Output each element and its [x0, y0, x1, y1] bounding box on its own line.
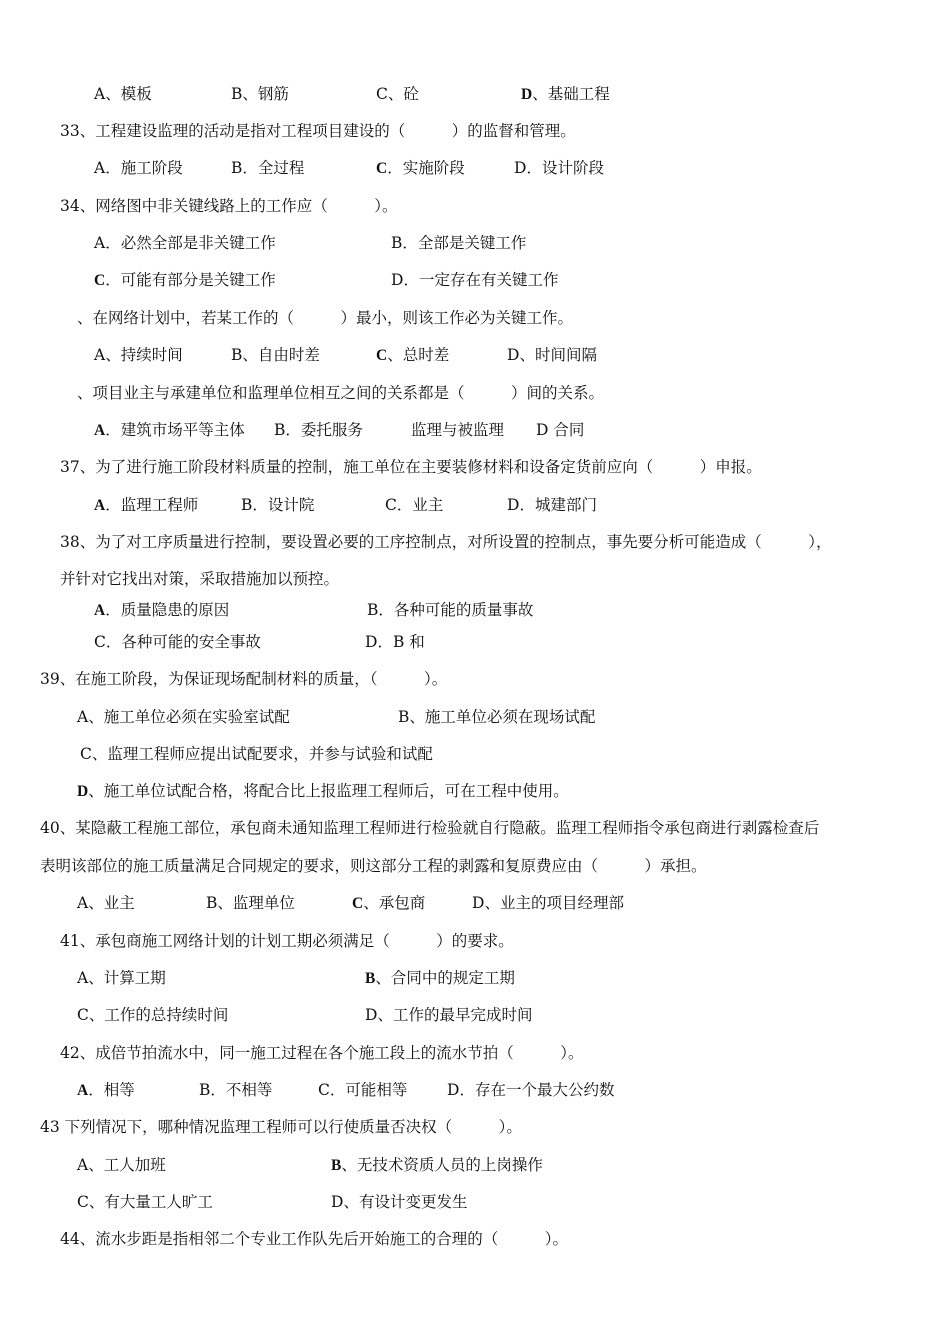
option-text: ．各种可能的质量事故 — [378, 601, 534, 619]
option-letter: D — [331, 1193, 344, 1211]
option-text: ．各种可能的安全事故 — [105, 633, 261, 651]
option-letter: A — [94, 85, 106, 103]
question-text: 表明该部位的施工质量满足合同规定的要求，则这部分工程的剥露和复原费应由（ ）承担。 — [40, 857, 707, 875]
option-letter: C — [77, 1006, 89, 1024]
option-letter: D — [391, 271, 404, 289]
option-text: ．可能有部分是关键工作 — [105, 271, 276, 289]
answer-option-b — [206, 893, 295, 913]
answer-option-a — [77, 1155, 166, 1175]
option-text: 、持续时间 — [105, 346, 183, 364]
answer-option-a — [94, 158, 183, 178]
option-text: 、有大量工人旷工 — [88, 1193, 213, 1211]
option-text: 、有设计变更发生 — [343, 1193, 468, 1211]
option-letter: B — [367, 601, 379, 619]
option-text: ．相等 — [88, 1081, 135, 1099]
option-text: ．B 和 — [377, 633, 425, 651]
option-letter: D — [472, 894, 485, 912]
answer-option-a — [94, 84, 152, 104]
answer-option-d — [447, 1080, 614, 1100]
option-letter: B — [241, 496, 253, 514]
option-letter: A — [77, 1082, 89, 1099]
answer-option-a — [77, 893, 135, 913]
question-text: 38、为了对工序质量进行控制，要设置必要的工序控制点，对所设置的控制点，事先要分析可能造成（ ）， — [60, 533, 832, 551]
option-letter: B — [231, 159, 243, 177]
answer-option-b — [231, 345, 320, 365]
answer-option-d — [514, 158, 604, 178]
answer-option-d — [365, 1005, 532, 1025]
option-letter: A — [77, 969, 89, 987]
answer-option-a — [94, 495, 198, 516]
option-letter: C — [352, 895, 364, 912]
option-text: 、计算工期 — [88, 969, 166, 987]
answer-option-b — [398, 707, 595, 727]
option-text: ．业主 — [396, 496, 444, 514]
option-letter: C — [94, 272, 106, 289]
option-letter: C — [94, 633, 106, 651]
answer-option-d — [77, 781, 569, 802]
option-text: ．设计院 — [252, 496, 315, 514]
answer-option-c — [80, 744, 433, 764]
option-letter: B — [199, 1081, 211, 1099]
option-text: 、自由时差 — [242, 346, 320, 364]
option-text: ．实施阶段 — [387, 159, 465, 177]
option-letter: C — [376, 85, 388, 103]
answer-option-d — [472, 893, 624, 913]
question-text: 41、承包商施工网络计划的计划工期必须满足（ ）的要求。 — [60, 932, 514, 950]
option-text: ．一定存在有关键工作 — [403, 271, 559, 289]
option-text: 、钢筋 — [242, 85, 289, 103]
option-letter: A — [77, 1156, 89, 1174]
option-text: 、工人加班 — [88, 1156, 166, 1174]
answer-option-b — [391, 233, 526, 253]
answer-option-b — [367, 600, 533, 620]
option-text: ．委托服务 — [285, 421, 363, 439]
question-text: 42、成倍节拍流水中，同一施工过程在各个施工段上的流水节拍（ ）。 — [60, 1044, 584, 1062]
option-text: 、监理单位 — [217, 894, 295, 912]
answer-option-a — [77, 1080, 135, 1101]
option-letter: D — [514, 159, 527, 177]
option-text: ．必然全部是非关键工作 — [105, 234, 276, 252]
option-text: ．城建部门 — [519, 496, 597, 514]
option-text: 、模板 — [105, 85, 152, 103]
option-text: 、合同中的规定工期 — [375, 969, 515, 987]
option-text: 、工作的总持续时间 — [88, 1006, 229, 1024]
answer-option-c — [77, 1005, 228, 1025]
option-letter: B — [206, 894, 218, 912]
answer-option-d — [521, 84, 610, 105]
option-text: ．建筑市场平等主体 — [105, 421, 245, 439]
answer-option-b — [231, 84, 289, 104]
option-text: ．设计阶段 — [526, 159, 604, 177]
option-letter: D — [365, 633, 378, 651]
question-text: 33、工程建设监理的活动是指对工程项目建设的（ ）的监督和管理。 — [60, 122, 576, 140]
option-text: ．施工阶段 — [105, 159, 183, 177]
question-text: 44、流水步距是指相邻二个专业工作队先后开始施工的合理的（ ）。 — [60, 1230, 568, 1248]
answer-option-c — [376, 345, 449, 366]
option-letter: C — [80, 745, 92, 763]
option-text: 监理与被监理 — [411, 421, 505, 439]
option-text: 、基础工程 — [532, 85, 610, 103]
answer-option — [411, 420, 504, 440]
question-text: 39、在施工阶段，为保证现场配制材料的质量，（ ）。 — [40, 670, 448, 688]
option-text: ．全部是关键工作 — [402, 234, 527, 252]
option-text: 、砼 — [387, 85, 419, 103]
answer-option-c — [385, 495, 443, 515]
option-text: ．可能相等 — [329, 1081, 408, 1099]
option-letter: D — [365, 1006, 378, 1024]
option-letter: D — [77, 783, 89, 800]
answer-option-a — [94, 345, 183, 365]
option-letter: A — [94, 234, 106, 252]
answer-option-d — [391, 270, 558, 290]
option-letter: A — [77, 708, 89, 726]
option-text: 、承包商 — [363, 894, 426, 912]
option-letter: B — [391, 234, 403, 252]
option-letter: C — [385, 496, 397, 514]
option-letter: C — [376, 347, 388, 364]
option-text: 、无技术资质人员的上岗操作 — [341, 1156, 543, 1174]
question-text: 40、某隐蔽工程施工部位，承包商未通知监理工程师进行检验就自行隐蔽。监理工程师指令承包商进行剥露检查后 — [40, 819, 820, 837]
option-letter: B — [398, 708, 410, 726]
answer-option-b — [365, 968, 515, 989]
option-letter: C — [318, 1081, 330, 1099]
answer-option-c — [352, 893, 425, 914]
option-text: ．监理工程师 — [105, 496, 199, 514]
answer-option-b — [274, 420, 363, 440]
answer-option-a — [77, 707, 290, 727]
option-text: ．存在一个最大公约数 — [459, 1081, 615, 1099]
option-text: 、业主的项目经理部 — [484, 894, 624, 912]
option-letter: C — [376, 160, 388, 177]
option-letter: A — [77, 894, 89, 912]
answer-option-a — [94, 600, 229, 621]
answer-option-c — [318, 1080, 407, 1100]
answer-option-b — [241, 495, 314, 515]
answer-option-a — [77, 968, 166, 988]
option-letter: A — [94, 346, 106, 364]
option-letter: C — [77, 1193, 89, 1211]
answer-option-d — [365, 632, 425, 652]
answer-option-c — [77, 1192, 213, 1212]
option-text: 合同 — [548, 421, 585, 439]
option-text: 、施工单位必须在实验室试配 — [88, 708, 290, 726]
option-letter: A — [94, 602, 106, 619]
option-letter: D — [507, 346, 520, 364]
question-text: 、项目业主与承建单位和监理单位相互之间的关系都是（ ）间的关系。 — [77, 384, 605, 402]
option-letter: D — [536, 421, 549, 439]
option-letter: A — [94, 497, 106, 514]
answer-option-d — [331, 1192, 467, 1212]
option-letter: D — [447, 1081, 460, 1099]
option-letter: B — [331, 1157, 342, 1174]
option-letter: D — [507, 496, 520, 514]
option-letter: B — [231, 346, 243, 364]
answer-option-a — [94, 233, 276, 253]
answer-option-d — [507, 495, 597, 515]
option-text: 、工作的最早完成时间 — [377, 1006, 533, 1024]
question-text: 43 下列情况下，哪种情况监理工程师可以行使质量否决权（ ）。 — [40, 1118, 522, 1136]
option-text: 、总时差 — [387, 346, 450, 364]
option-letter: A — [94, 422, 106, 439]
option-text: 、监理工程师应提出试配要求，并参与试验和试配 — [91, 745, 433, 763]
option-text: ．不相等 — [210, 1081, 273, 1099]
option-text: 、施工单位试配合格，将配合比上报监理工程师后，可在工程中使用。 — [88, 782, 569, 800]
question-text: 、在网络计划中，若某工作的（ ）最小，则该工作必为关键工作。 — [77, 309, 574, 327]
option-letter: B — [231, 85, 243, 103]
answer-option-c — [376, 84, 419, 104]
answer-option-b — [231, 158, 304, 178]
question-text: 37、为了进行施工阶段材料质量的控制，施工单位在主要装修材料和设备定货前应向（ ）申报。 — [60, 458, 762, 476]
option-letter: B — [365, 970, 376, 987]
option-letter: D — [521, 86, 533, 103]
question-text: 并针对它找出对策，采取措施加以预控。 — [60, 570, 340, 588]
option-text: ．质量隐患的原因 — [105, 601, 230, 619]
option-text: 、时间间隔 — [519, 346, 597, 364]
option-letter: A — [94, 159, 106, 177]
option-letter: B — [274, 421, 286, 439]
answer-option-b — [199, 1080, 272, 1100]
answer-option-d — [536, 420, 584, 440]
option-text: 、施工单位必须在现场试配 — [409, 708, 596, 726]
answer-option-c — [94, 632, 261, 652]
answer-option-c — [376, 158, 465, 179]
option-text: 、业主 — [88, 894, 135, 912]
answer-option-a — [94, 420, 245, 441]
question-text: 34、网络图中非关键线路上的工作应（ ）。 — [60, 197, 398, 215]
answer-option-c — [94, 270, 276, 291]
answer-option-d — [507, 345, 597, 365]
option-text: ．全过程 — [242, 159, 305, 177]
answer-option-b — [331, 1155, 543, 1176]
